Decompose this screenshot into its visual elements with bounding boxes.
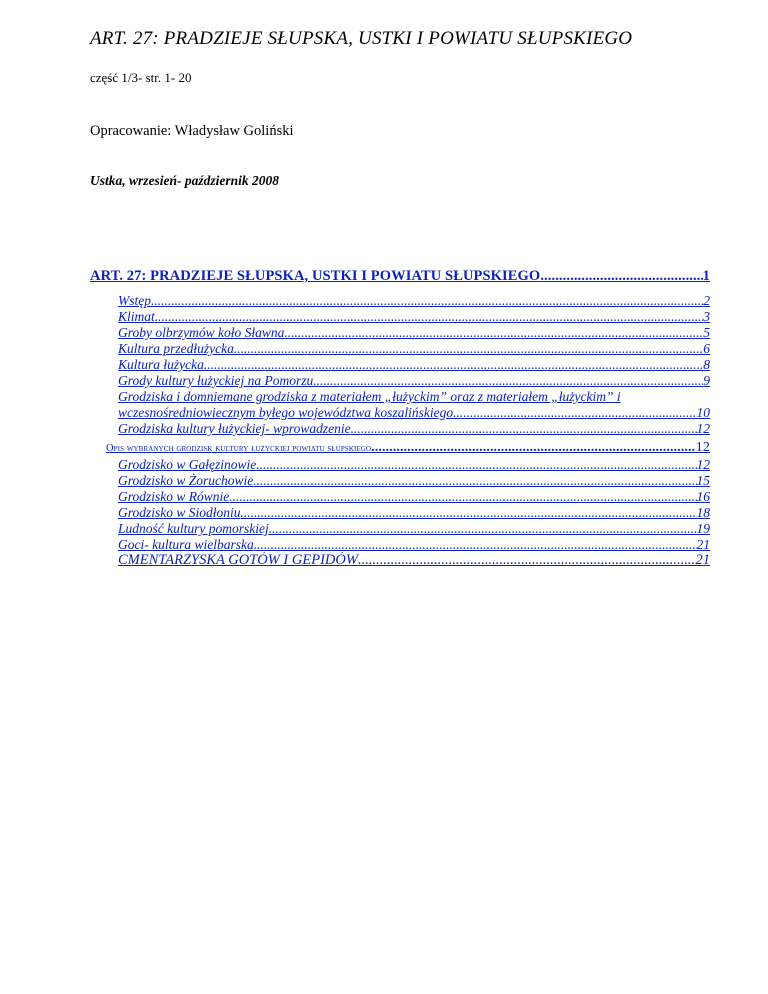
- document-title: ART. 27: PRADZIEJE SŁUPSKA, USTKI I POWIATU SŁUPSKIEGO: [90, 28, 633, 49]
- toc-entry[interactable]: [118, 309, 710, 325]
- toc-entry-page: 18: [696, 505, 710, 520]
- toc-entry-long[interactable]: [118, 405, 710, 421]
- toc-entry-page: 12: [696, 421, 710, 436]
- toc-entry-label: Grodziska kultury łużyckiej- wprowadzenie: [118, 421, 351, 436]
- toc-entry-label: Opis wybranych grodzisk kultury łużyckiej powiatu słupskiego: [106, 443, 372, 454]
- toc-entry-label: Groby olbrzymów koło Sławna: [118, 325, 285, 340]
- toc-entry[interactable]: [118, 473, 710, 489]
- toc-entry-page: 6: [703, 341, 710, 356]
- toc-main-entry[interactable]: [90, 268, 710, 285]
- toc-entry-label: Ludność kultury pomorskiej: [118, 521, 269, 536]
- toc-entry-label: Goci- kultura wielbarska: [118, 537, 254, 552]
- toc-entry-label: ART. 27: PRADZIEJE SŁUPSKA, USTKI I POWIATU SŁUPSKIEGO: [90, 268, 541, 284]
- toc-entry-page: 9: [703, 373, 710, 388]
- toc-entry-label: Grody kultury łużyckiej na Pomorzu: [118, 373, 314, 388]
- toc-entry-label: Grodzisko w Gałęzinowie: [118, 457, 257, 472]
- toc-entry[interactable]: [118, 489, 710, 505]
- toc-entry-page: 10: [696, 405, 710, 420]
- toc-entry-page: 16: [696, 489, 710, 504]
- toc-entry-page: 5: [703, 325, 710, 340]
- toc-entry-label: Wstęp: [118, 293, 151, 308]
- toc-entry-page: 2: [703, 293, 710, 308]
- toc-entry-label: Kultura przedłużycka: [118, 341, 234, 356]
- toc-entry-page: 21: [696, 537, 710, 552]
- toc-entry-label: Grodzisko w Równie: [118, 489, 230, 504]
- toc-entry[interactable]: [118, 293, 710, 309]
- toc-entry-label: CMENTARZYSKA GOTÓW I GEPIDÓW: [118, 552, 358, 568]
- toc-entry[interactable]: [118, 325, 710, 341]
- toc-entry[interactable]: [118, 521, 710, 537]
- toc-entry-label: Kultura łużycka: [118, 357, 204, 372]
- part-info: część 1/3- str. 1- 20: [90, 70, 192, 85]
- toc-entry-label: Klimat: [118, 309, 155, 324]
- toc-entry[interactable]: [118, 537, 710, 553]
- toc-entry[interactable]: [118, 421, 710, 437]
- toc-entry-page: 21: [695, 552, 710, 568]
- author-line: Opracowanie: Władysław Goliński: [90, 123, 294, 139]
- toc-entry-label: Grodzisko w Żoruchowie: [118, 473, 254, 488]
- toc-entry-long-line1[interactable]: Grodziska i domniemane grodziska z materiałem „łużyckim” oraz z materiałem „łużyckim” i: [118, 389, 621, 404]
- toc-entry-last[interactable]: [118, 552, 710, 569]
- toc-entry[interactable]: [118, 505, 710, 521]
- toc-entry-page: 1: [702, 268, 710, 284]
- toc-entry-page: 8: [703, 357, 710, 372]
- toc-entry[interactable]: [118, 357, 710, 373]
- place-date: Ustka, wrzesień- październik 2008: [90, 173, 280, 188]
- toc-entry-page: 19: [696, 521, 710, 536]
- toc-entry[interactable]: [118, 373, 710, 389]
- toc-entry-page: 12: [695, 440, 710, 455]
- toc-entry[interactable]: [118, 341, 710, 357]
- toc-section-entry[interactable]: [106, 440, 710, 456]
- toc-entry[interactable]: [118, 457, 710, 473]
- toc-entry-label: wczesnośredniowiecznym byłego województwa koszalińskiego: [118, 405, 454, 420]
- toc-entry-page: 15: [696, 473, 710, 488]
- toc-entry-label: Grodzisko w Siodłoniu: [118, 505, 241, 520]
- toc-entry-page: 3: [703, 309, 710, 324]
- toc-entry-page: 12: [696, 457, 710, 472]
